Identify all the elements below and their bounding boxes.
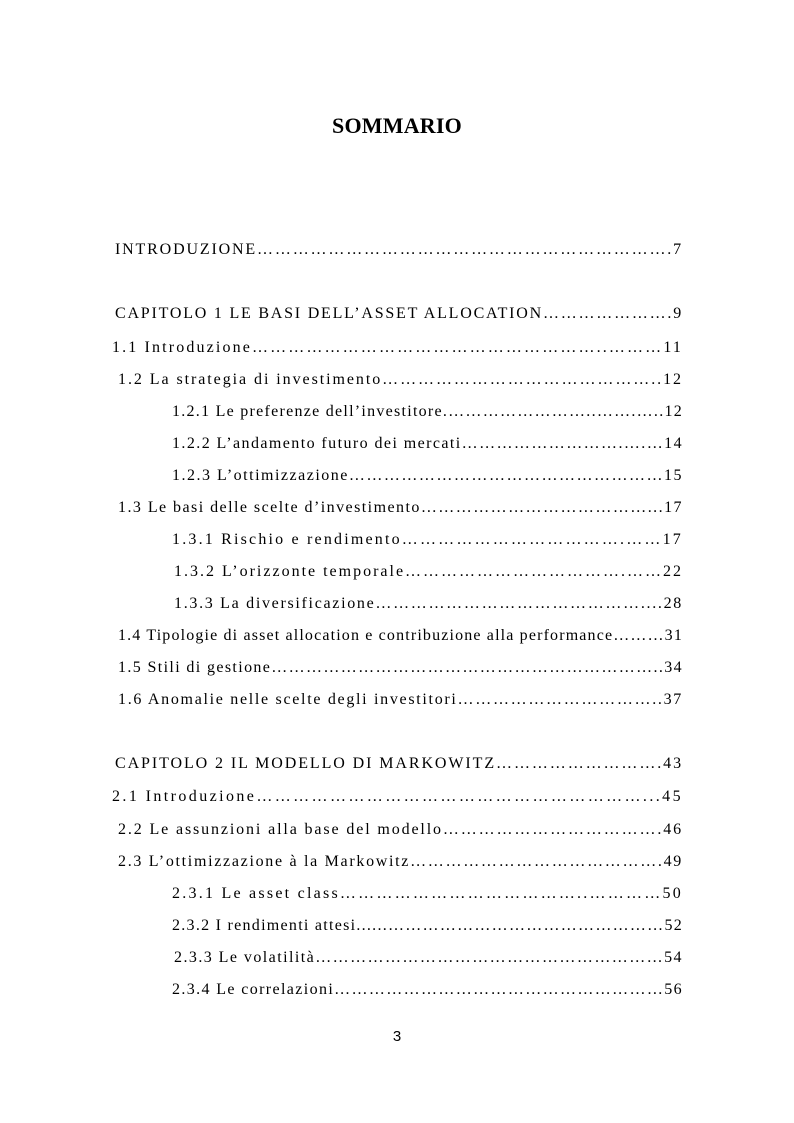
toc-entry: 1.5 Stili di gestione…………………………………………………………..34 <box>118 659 683 676</box>
toc-entry: 2.3.4 Le correlazioni…………………………………………………56 <box>172 981 683 998</box>
toc-entry: CAPITOLO 2 IL MODELLO DI MARKOWITZ……………………….43 <box>115 755 683 772</box>
toc-entry: INTRODUZIONE…………………………………………………………….7 <box>115 241 683 258</box>
toc-entry: 2.3.3 Le volatilità……………………………………………………54 <box>174 949 683 966</box>
toc-entry: 1.3 Le basi delle scelte d’investimento…………………………………...17 <box>118 499 683 516</box>
toc-entry: 2.3 L’ottimizzazione à la Markowitz…………………………………….49 <box>118 853 683 870</box>
toc-entry: 2.3.1 Le asset class…………………………………..…………50 <box>172 885 683 902</box>
toc-entry: 1.3.2 L’orizzonte temporale……………………………….……22 <box>174 563 683 580</box>
toc-entry: 1.2.1 Le preferenze dell’investitore.……………………..…….…..12 <box>172 403 683 420</box>
toc-entry: 2.1 Introduzione………………………………………………………...45 <box>112 788 683 805</box>
toc-entry: 1.4 Tipologie di asset allocation e contribuzione alla performance………31 <box>118 627 683 644</box>
toc-entry: 2.2 Le assunzioni alla base del modello……………………………….46 <box>118 821 683 838</box>
toc-entry: 1.2 La strategia di investimento………………………………………..12 <box>118 371 683 388</box>
toc-title: SOMMARIO <box>332 113 462 138</box>
toc-entry: 1.6 Anomalie nelle scelte degli investitori……………………………..37 <box>118 691 683 708</box>
toc-entry: CAPITOLO 1 LE BASI DELL’ASSET ALLOCATION………………….9 <box>115 305 683 322</box>
toc-entry: 1.2.3 L’ottimizzazione………………………………………………15 <box>172 467 683 484</box>
toc-entry: 1.3.3 La diversificazione………………………………………....28 <box>174 595 683 612</box>
toc-entry: 2.3.2 I rendimenti attesi......…………………………………………52 <box>172 917 683 934</box>
page-number: 3 <box>392 1028 402 1045</box>
toc-entry: 1.2.2 L’andamento futuro dei mercati……………………….….…14 <box>172 435 683 452</box>
toc-entry: 1.1 Introduzione…………………………………………………..………11 <box>112 339 683 356</box>
toc-entry: 1.3.1 Rischio e rendimento……………………………….……17 <box>172 531 683 548</box>
